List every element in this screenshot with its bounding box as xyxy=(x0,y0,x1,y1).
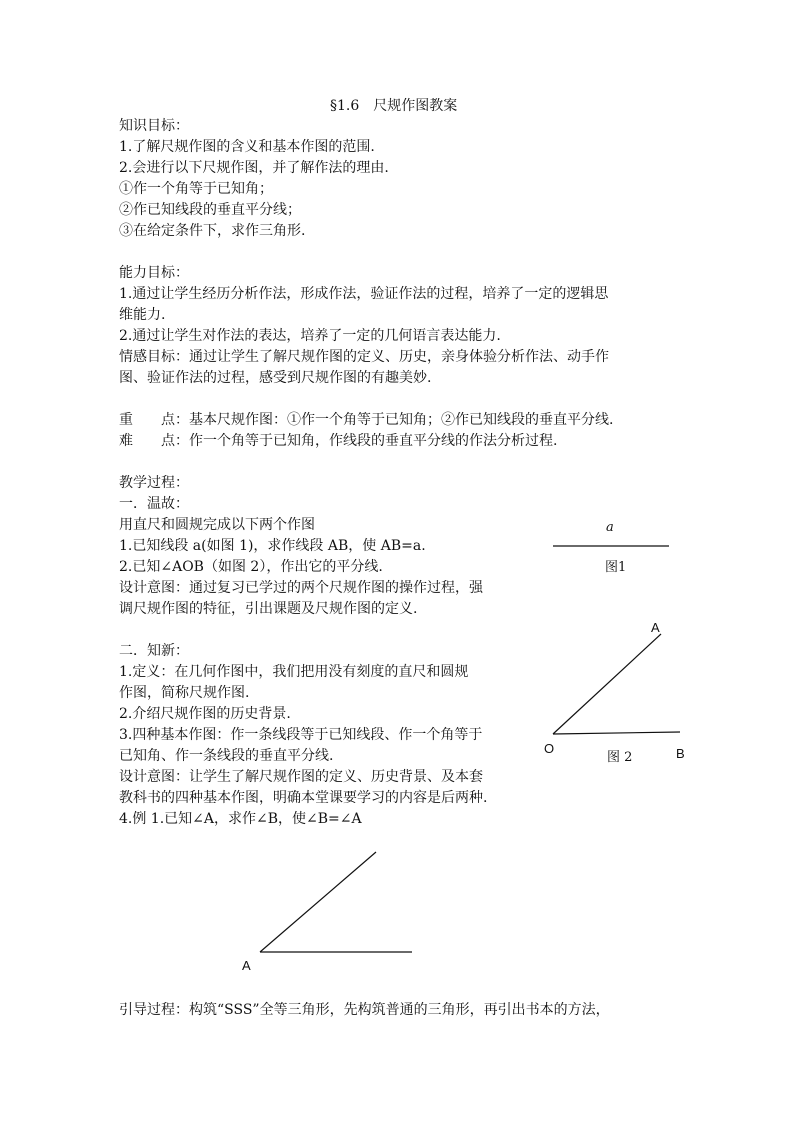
review-line: 设计意图：通过复习已学过的两个尺规作图的操作过程，强 xyxy=(119,580,483,596)
figure2-ray-oa xyxy=(553,634,661,734)
important-point: 重 点：基本尺规作图：①作一个角等于已知角；②作已知线段的垂直平分线. xyxy=(119,412,614,428)
figure3-ray-upper xyxy=(260,852,376,952)
new-heading: 二．知新： xyxy=(119,643,189,659)
figure2-label-o: O xyxy=(544,741,555,756)
figure2-label-a: A xyxy=(651,620,660,635)
figure3-label-a: A xyxy=(242,958,251,973)
figure2-label-b: B xyxy=(676,746,685,761)
new-line: 3.四种基本作图：作一条线段等于已知线段、作一个角等于 xyxy=(119,727,483,743)
knowledge-item: ③在给定条件下，求作三角形. xyxy=(119,223,306,239)
new-line: 作图，简称尺规作图. xyxy=(119,685,250,701)
ability-item: 情感目标：通过让学生了解尺规作图的定义、历史，亲身体验分析作法、动手作 xyxy=(119,349,609,365)
page-title: §1.6 尺规作图教案 xyxy=(330,98,458,114)
new-line: 已知角、作一条线段的垂直平分线. xyxy=(119,748,334,764)
new-line: 2.介绍尺规作图的历史背景. xyxy=(119,706,291,722)
knowledge-item: ②作已知线段的垂直平分线； xyxy=(119,202,301,218)
figure2-ray-ob xyxy=(553,732,680,734)
knowledge-item: 1.了解尺规作图的含义和基本作图的范围. xyxy=(119,139,375,155)
review-heading: 一．温故： xyxy=(119,496,189,512)
review-line: 2.已知∠AOB（如图 2），作出它的平分线. xyxy=(119,559,383,575)
guide-line: 引导过程：构筑“SSS”全等三角形，先构筑普通的三角形，再引出书本的方法， xyxy=(119,1002,610,1018)
knowledge-heading: 知识目标： xyxy=(119,118,189,134)
new-line: 设计意图：让学生了解尺规作图的定义、历史背景、及本套 xyxy=(119,769,483,785)
ability-heading: 能力目标： xyxy=(119,265,189,281)
difficult-point: 难 点：作一个角等于已知角，作线段的垂直平分线的作法分析过程. xyxy=(119,433,558,449)
new-line: 教科书的四种基本作图，明确本堂课要学习的内容是后两种. xyxy=(119,790,488,806)
ability-item: 图、验证作法的过程，感受到尺规作图的有趣美妙. xyxy=(119,370,432,386)
knowledge-item: 2.会进行以下尺规作图，并了解作法的理由. xyxy=(119,160,389,176)
figure2-caption: 图 2 xyxy=(607,750,633,765)
review-line: 调尺规作图的特征，引出课题及尺规作图的定义. xyxy=(119,601,418,617)
new-line: 4.例 1.已知∠A，求作∠B，使∠B=∠A xyxy=(119,811,362,827)
review-line: 用直尺和圆规完成以下两个作图 xyxy=(119,517,315,533)
ability-item: 维能力. xyxy=(119,307,166,323)
new-line: 1.定义：在几何作图中，我们把用没有刻度的直尺和圆规 xyxy=(119,664,469,680)
figure1-segment-label: a xyxy=(606,520,614,535)
ability-item: 2.通过让学生对作法的表达，培养了一定的几何语言表达能力. xyxy=(119,328,501,344)
figure1-caption: 图1 xyxy=(605,560,627,575)
knowledge-item: ①作一个角等于已知角； xyxy=(119,181,273,197)
process-heading: 教学过程： xyxy=(119,475,189,491)
review-line: 1.已知线段 a(如图 1)，求作线段 AB，使 AB=a. xyxy=(119,538,426,554)
ability-item: 1.通过让学生经历分析作法，形成作法，验证作法的过程，培养了一定的逻辑思 xyxy=(119,286,609,302)
